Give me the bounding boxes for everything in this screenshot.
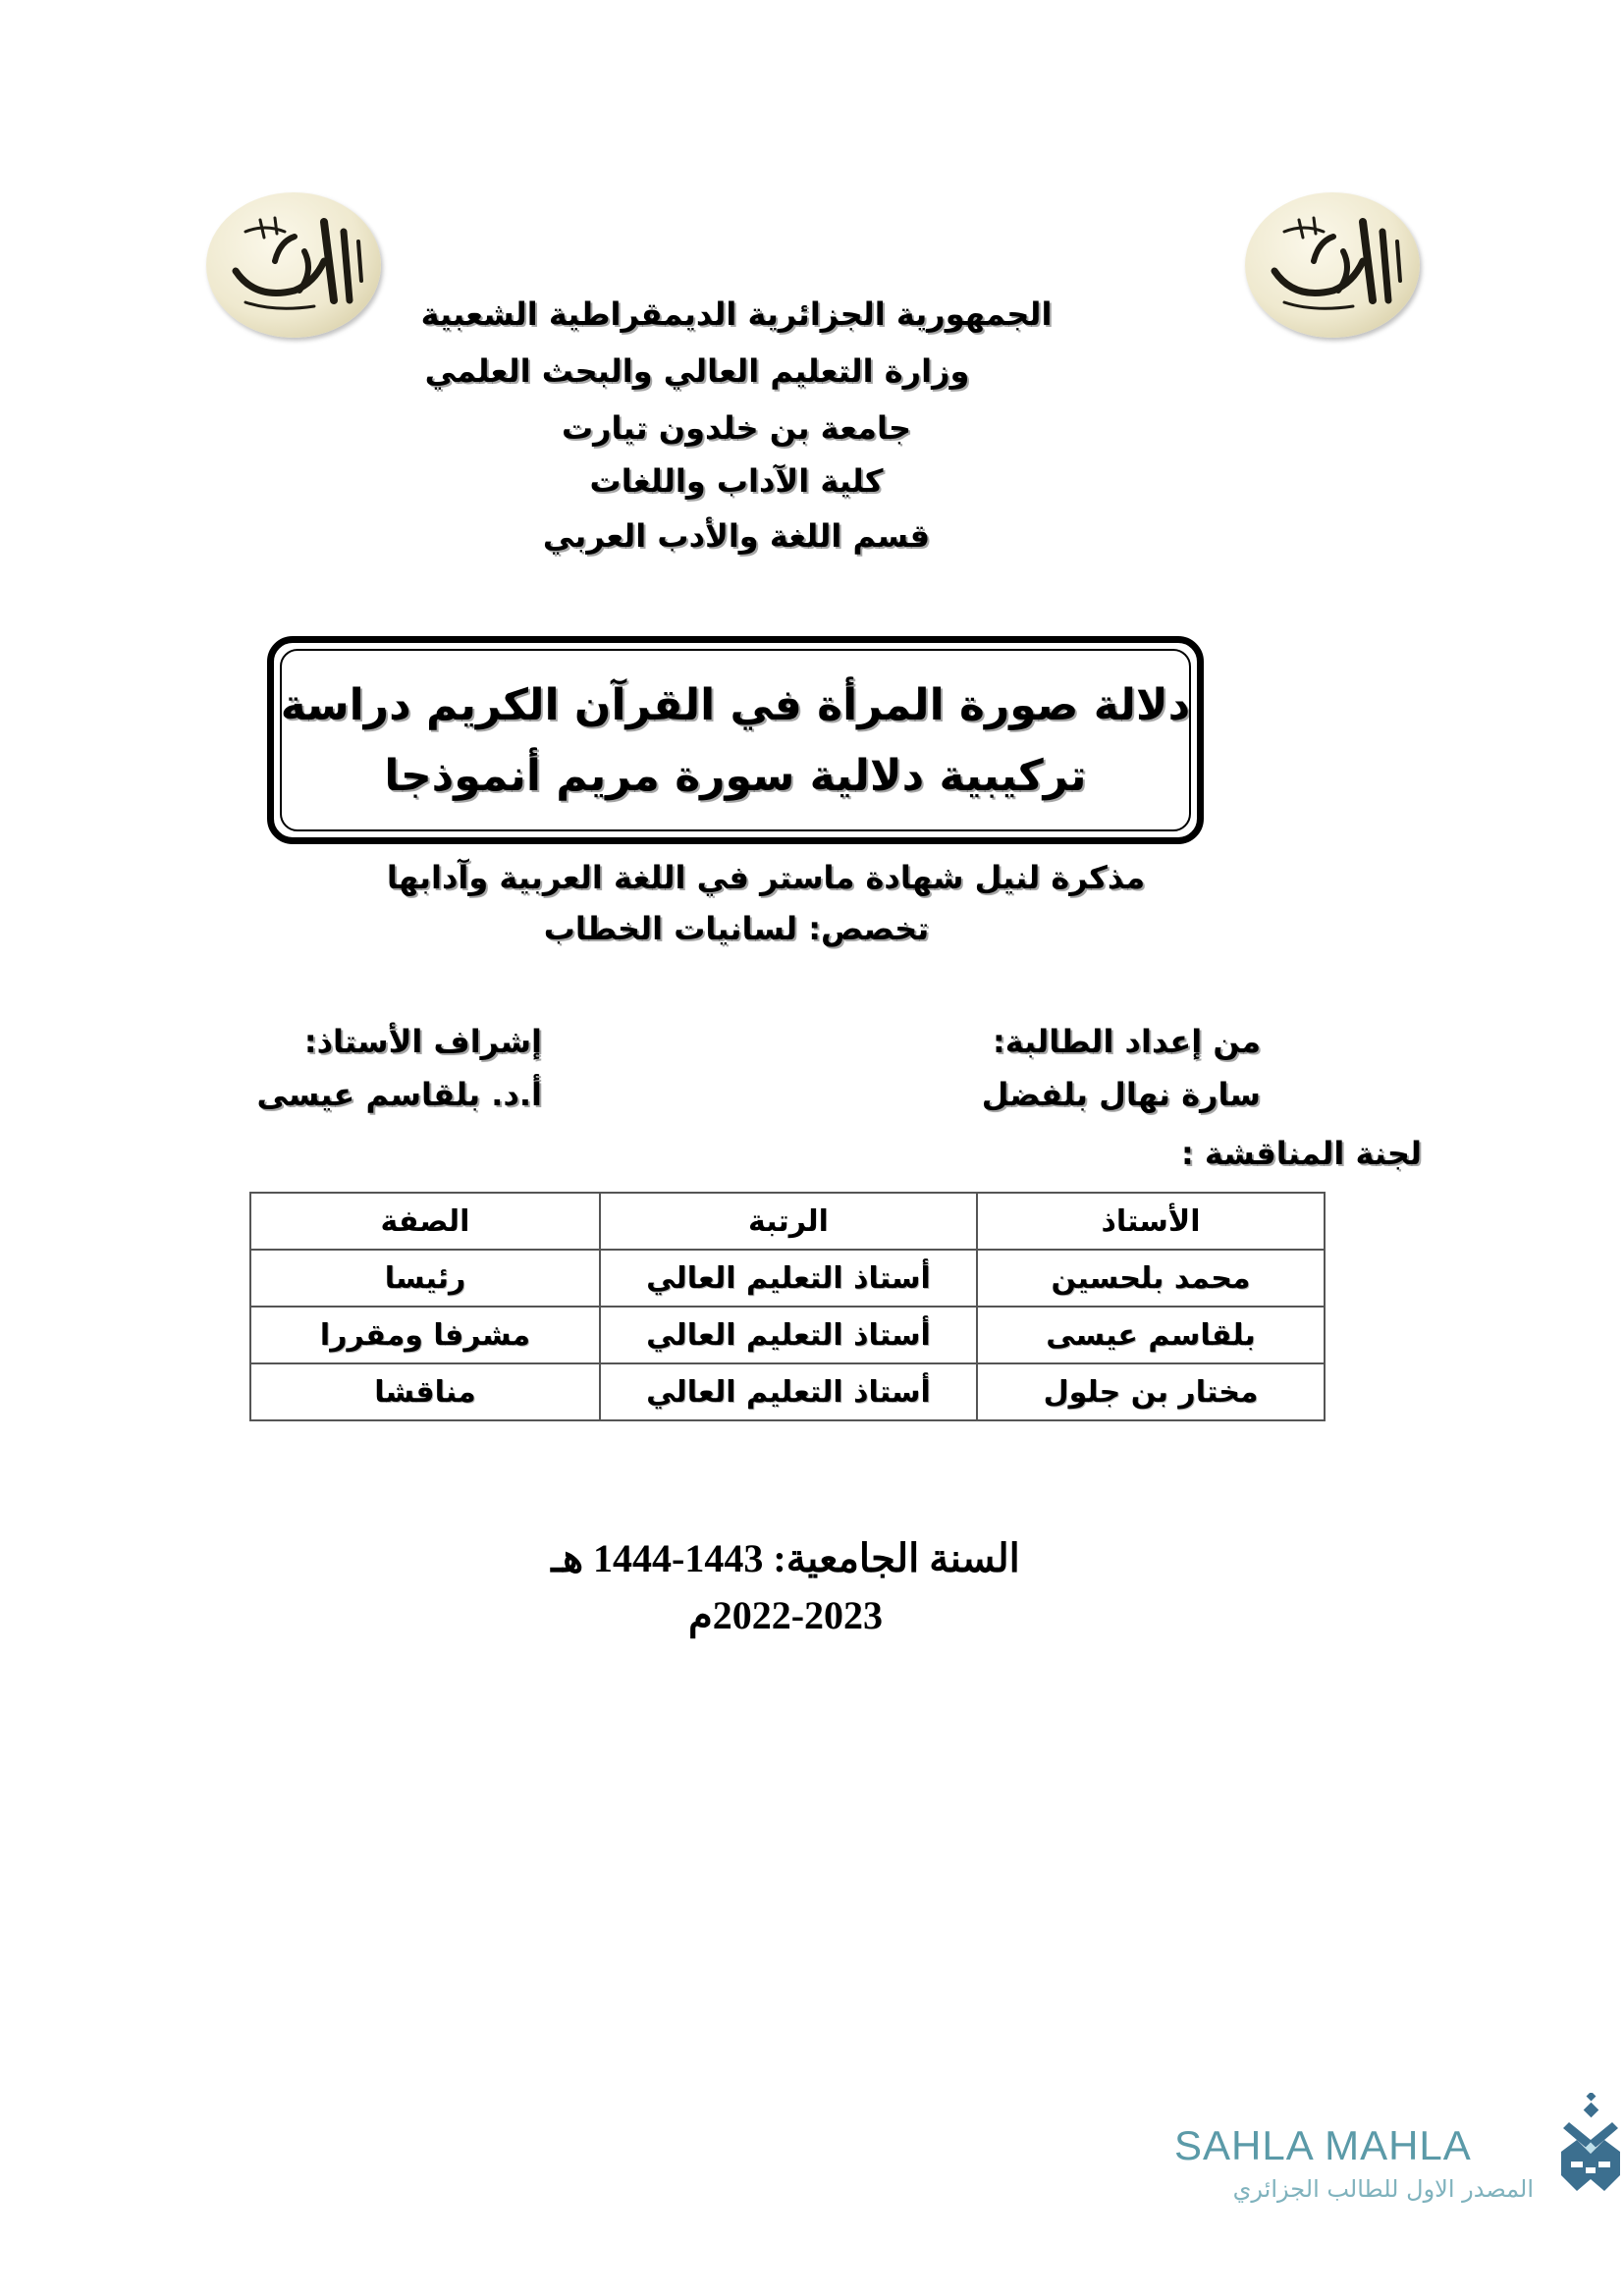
professor-role: مناقشا <box>250 1363 600 1420</box>
committee-table <box>249 1192 1326 1421</box>
academic-year-hijri: السنة الجامعية: 1443-1444 هـ <box>551 1536 1020 1580</box>
table-row <box>250 1250 1325 1307</box>
university-logo-right <box>1245 192 1420 338</box>
table-row <box>250 1363 1325 1420</box>
student-label: من إعداد الطالبة: <box>992 1023 1261 1060</box>
sahla-mahla-watermark <box>1174 2120 1606 2228</box>
committee-label: لجنة المناقشة : <box>1180 1135 1422 1172</box>
republic-line: الجمهورية الجزائرية الديمقراطية الشعبية <box>420 295 1053 333</box>
department-line: قسم اللغة والأدب العربي <box>542 517 931 555</box>
calligraphy-emblem-icon <box>1245 192 1420 338</box>
professor-name: محمد بلحسين <box>977 1250 1325 1307</box>
professor-name: بلقاسم عيسى <box>977 1307 1325 1363</box>
university-line: جامعة بن خلدون تيارت <box>561 409 912 447</box>
supervisor-name: أ.د. بلقاسم عيسى <box>256 1076 542 1113</box>
professor-rank: أستاذ التعليم العالي <box>600 1363 977 1420</box>
thesis-title-line-1: دلالة صورة المرأة في القرآن الكريم دراسة <box>280 680 1191 730</box>
brand-emblem-icon <box>1557 2093 1624 2201</box>
ministry-line: وزارة التعليم العالي والبحث العلمي <box>424 352 970 390</box>
professor-rank: أستاذ التعليم العالي <box>600 1250 977 1307</box>
header-professor: الأستاذ <box>977 1193 1325 1250</box>
specialty: تخصص: لسانيات الخطاب <box>543 910 930 947</box>
thesis-title-line-2: تركيبية دلالية سورة مريم أنموذجا <box>384 751 1087 801</box>
header-role: الصفة <box>250 1193 600 1250</box>
brand-tagline: المصدر الاول للطالب الجزائري <box>1232 2175 1534 2203</box>
table-row <box>250 1307 1325 1363</box>
professor-rank: أستاذ التعليم العالي <box>600 1307 977 1363</box>
supervisor-label: إشراف الأستاذ: <box>303 1023 542 1060</box>
table-header-row <box>250 1193 1325 1250</box>
academic-year-gregorian: 2022-2023م <box>687 1593 884 1637</box>
professor-name: مختار بن جلول <box>977 1363 1325 1420</box>
student-name: سارة نهال بلفضل <box>981 1076 1261 1113</box>
thesis-title-box <box>267 636 1204 844</box>
thesis-title <box>274 670 1197 812</box>
brand-name: SAHLA MAHLA <box>1174 2122 1472 2168</box>
professor-role: مشرفا ومقررا <box>250 1307 600 1363</box>
faculty-line: كلية الآداب واللغات <box>589 462 884 500</box>
header-rank: الرتبة <box>600 1193 977 1250</box>
degree-statement: مذكرة لنيل شهادة ماستر في اللغة العربية وآدابها <box>386 859 1146 896</box>
professor-role: رئيسا <box>250 1250 600 1307</box>
